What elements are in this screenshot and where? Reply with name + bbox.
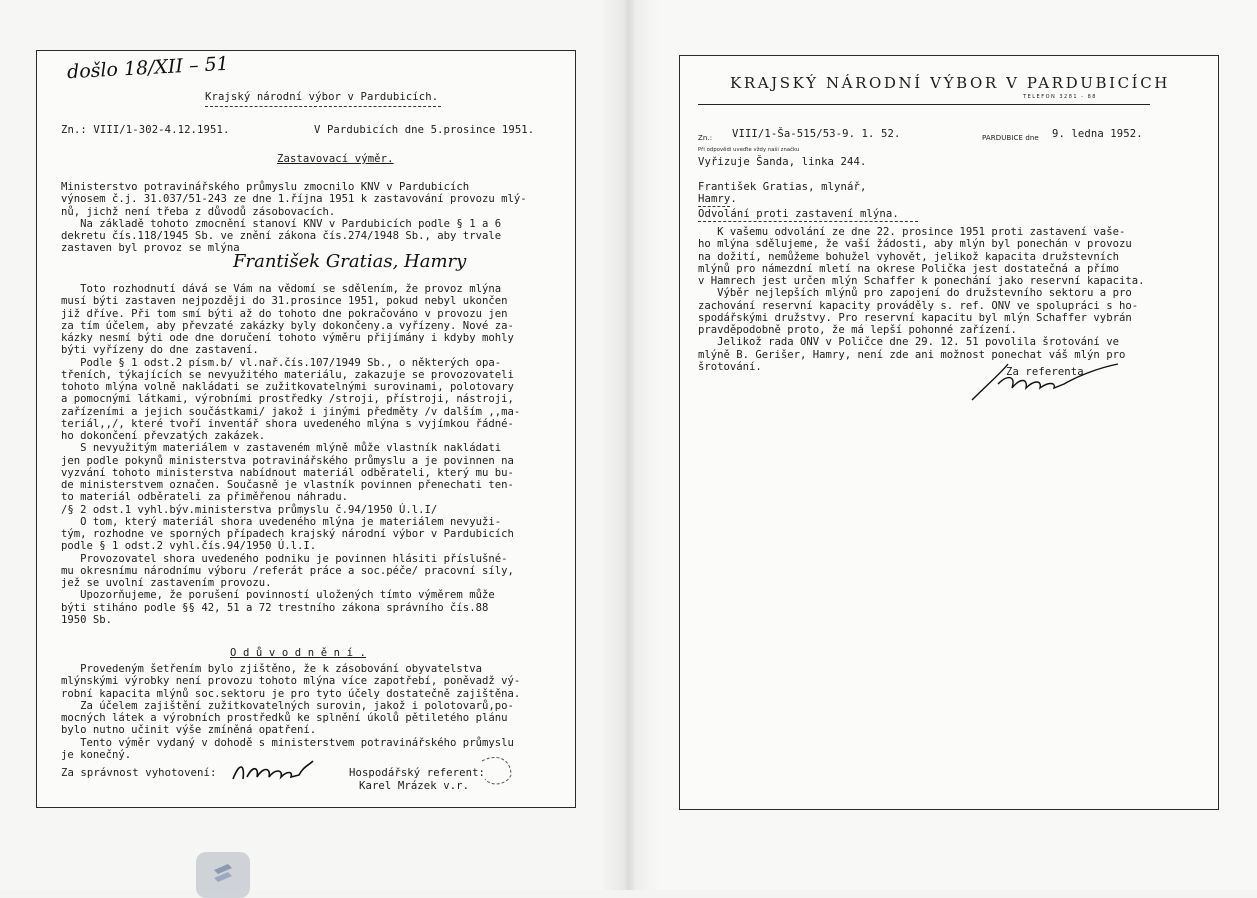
body-line: vyzvání tohoto ministerstva nabídnout materiál odběrateli, který mu bu- xyxy=(61,466,514,479)
body-line: nů, jichž není třeba z důvodů zásobovacích. xyxy=(61,205,336,218)
handled-by: Vyřizuje Šanda, linka 244. xyxy=(698,156,867,168)
authority-heading: Krajský národní výbor v Pardubicích. xyxy=(205,91,439,103)
body-line: tým, rozhodne ve sporných případech krajský národní výbor v Pardubicích xyxy=(61,528,514,540)
body-paragraph-1 xyxy=(61,181,527,255)
body-line: a pomocnými látkami, výrobními prostředky /stroji, přístroji, nástroji, xyxy=(61,393,514,406)
referent-name: Karel Mrázek v.r. xyxy=(359,780,470,792)
body-paragraph-2 xyxy=(61,283,520,626)
handwritten-mill-owner: František Gratias, Hamry xyxy=(233,251,467,272)
stamp-mark xyxy=(477,751,517,791)
body-line: to materiál odběrateli za přiměřenou náhradu. xyxy=(61,491,349,504)
letterhead-telephone: TELEFON 3281 - 88 xyxy=(1023,94,1097,100)
document-title: Zastavovací výměr. xyxy=(277,153,394,165)
body-line: musí býti zastaven nejpozději do 31.prosince 1951, pokud nebyl ukončen xyxy=(61,295,508,308)
body-line: de ministerstvem označen. Současně je vlastník povinnen přenechati ten- xyxy=(61,479,514,491)
addressee-underline xyxy=(698,206,730,207)
floating-app-icon[interactable] xyxy=(196,852,250,898)
body-line: jež se uvolní zastavením provozu. xyxy=(61,577,272,589)
right-document xyxy=(679,55,1219,810)
book-gutter xyxy=(600,0,660,890)
justification-line: Tento výměr vydaný v dohodě s ministerstvem potravinářského průmyslu xyxy=(61,736,514,749)
letter-line: zachování reservní kapacity prováděly s. ref. ONV ve spolupráci s ho- xyxy=(698,299,1139,312)
letter-line: na dožití, nemůžeme bohužel vyhovět, jelikož kapacita družstevních xyxy=(698,250,1119,263)
body-line: ho dokončení převzatých zakázek. xyxy=(61,430,266,442)
letter-line: ho mlýna sdělujeme, že vaší žádosti, aby mlýn byl ponechán v provozu xyxy=(698,238,1132,251)
body-line: S nevyužitým materiálem v zastaveném mlýně může vlastník nakládati xyxy=(61,442,502,455)
letter-line: šrotování. xyxy=(698,360,762,373)
body-line: mu okresnímu národnímu výboru /referát práce a soc.péče/ pracovní síly, xyxy=(61,564,514,577)
body-line: kázky nesmí býti ode dne doručení tohoto výměru přijímány i kdyby mohly xyxy=(61,332,514,344)
reference-number: Zn.: VIII/1-302-4.12.1951. xyxy=(61,124,230,136)
letter-line: spodářskými družstvy. Pro reservní kapacitu byl mlýn Schaffer vybrán xyxy=(698,311,1132,324)
body-line: již dříve. Při tom smí býti až do tohoto dne pokračováno v provozu jen xyxy=(61,307,508,320)
body-line: výnosem č.j. 31.037/51-243 ze dne 1.října 1951 k zastavování provozu mlý- xyxy=(61,193,527,206)
body-line: /§ 2 odst.1 vyhl.býv.ministerstva průmyslu č.94/1950 Ú.l.I/ xyxy=(61,503,438,516)
letterhead-title: KRAJSKÝ NÁRODNÍ VÝBOR V PARDUBICÍCH xyxy=(730,74,1170,92)
justification-line: Provedeným šetřením bylo zjištěno, že k zásobování obyvatelstva xyxy=(61,663,482,675)
body-line: tohoto mlýna volně nakládati se zužitkovatelnými surovinami, polotovary xyxy=(61,381,514,393)
body-paragraph-3 xyxy=(61,663,520,761)
letter-line: K vašemu odvolání ze dne 22. prosince 1951 proti zastavení vaše- xyxy=(698,226,1126,238)
body-line: býti vyřízeny do dne zastavení. xyxy=(61,344,259,357)
letter-line: Jelikož rada ONV v Poličce dne 29. 12. 51 povolila šrotování ve xyxy=(698,336,1119,349)
section-title-justification: O d ů v o d n ě n í . xyxy=(230,647,367,659)
body-line: Ministerstvo potravinářského průmyslu zmocnilo KNV v Pardubicích xyxy=(61,181,470,193)
body-line: Na základě tohoto zmocnění stanoví KNV v Pardubicích podle § 1 a 6 xyxy=(61,217,502,230)
body-line: býti stiháno podle §§ 42, 51 a 72 trestního zákona správního čís.88 xyxy=(61,601,489,614)
handwritten-signature-left xyxy=(229,757,319,787)
letterhead-rule xyxy=(698,104,1150,105)
letter-body xyxy=(698,226,1144,373)
body-line: Upozorňujeme, že porušení povinností uložených tímto výměrem může xyxy=(61,589,495,602)
ref-label: Zn.: xyxy=(698,134,713,142)
body-line: podle § 1 odst.2 vyhl.čís.94/1950 Ú.l.I. xyxy=(61,540,317,553)
place-date: V Pardubicích dne 5.prosince 1951. xyxy=(314,124,535,136)
authority-underline xyxy=(205,106,441,107)
justification-line: robní kapacita mlýnů soc.sektoru je pro tyto účely dostatečně zajištěna. xyxy=(61,687,521,700)
body-line: zastaven byl provoz se mlýna xyxy=(61,242,240,255)
subject-underline xyxy=(698,221,918,222)
letter-line: v Hamrech jest určen mlýn Schaffer k ponechání jako reservní kapacita. xyxy=(698,275,1145,287)
body-line: Podle § 1 odst.2 písm.b/ vl.nař.čís.107/1949 Sb., o některých opa- xyxy=(61,356,502,369)
layers-icon xyxy=(208,860,238,890)
date-right: 9. ledna 1952. xyxy=(1052,128,1143,140)
justification-line: je konečný. xyxy=(61,748,132,761)
body-line: jen podle pokynů ministerstva potravinářského průmyslu a je povinnen na xyxy=(61,454,514,467)
reply-note: Při odpovědi uveďte vždy naši značku xyxy=(698,147,800,153)
body-line: Toto rozhodnutí dává se Vám na vědomí se sdělením, že provoz mlýna xyxy=(61,283,502,295)
body-line: Provozovatel shora uvedeného podniku je povinnen hlásiti příslušné- xyxy=(61,552,508,565)
handwritten-signature-right xyxy=(968,354,1128,404)
letter-line: mlýně B. Gerišer, Hamry, není zde ani možnost ponechat váš mlýn pro xyxy=(698,348,1126,361)
referent-label: Hospodářský referent: xyxy=(349,767,486,779)
subject-line: Odvolání proti zastavení mlýna. xyxy=(698,208,899,220)
letter-line: mlýnů pro námezdní mletí na okrese Polička jest dostatečná a přímo xyxy=(698,262,1119,275)
left-document xyxy=(36,50,576,808)
justification-line: Za účelem zajištění zužitkovatelných surovin, jakož i polotovarů,po- xyxy=(61,699,514,712)
body-line: teriál,,/, které tvoří inventář shora uvedeného mlýna s vyjímkou řádné- xyxy=(61,417,514,430)
body-line: třeních, týkajících se nevyužitého materiálu, zakazuje se provozovateli xyxy=(61,368,514,381)
reference-number-right: VIII/1-Ša-515/53-9. 1. 52. xyxy=(732,128,901,140)
place-label-right: PARDUBICE dne xyxy=(982,134,1039,142)
body-line: 1950 Sb. xyxy=(61,613,113,626)
body-line: zařízeními a jejich součástkami/ jakož i jinými předměty /v dalším ,,ma- xyxy=(61,405,521,418)
justification-line: mocných látek a výrobních prostředků ke splnění úkolů pětiletého plánu xyxy=(61,712,508,724)
signature-label-right: Za referenta xyxy=(1006,366,1084,378)
letter-line: pravděpodobně proto, že má lepší pohonné zařízení. xyxy=(698,324,1017,336)
justification-line: mlýnskými výrobky není provozu tohoto mlýna více zapotřebí, poněvadž vý- xyxy=(61,675,521,688)
addressee-line-2: Hamry. xyxy=(698,193,737,205)
correctness-label: Za správnost vyhotovení: xyxy=(61,767,217,779)
justification-line: bylo nutno učinit výše zmíněná opatření. xyxy=(61,724,317,737)
body-line: za tím účelem, aby převzaté zakázky byly dokončeny.a vyřízeny. Nové za- xyxy=(61,319,514,332)
handwritten-receipt-note: došlo 18/XII – 51 xyxy=(66,52,230,84)
addressee-line-1: František Gratias, mlynář, xyxy=(698,181,867,193)
body-line: O tom, který materiál shora uvedeného mlýna je materiálem nevyuži- xyxy=(61,515,502,528)
letter-line: Výběr nejlepších mlýnů pro zapojení do družstevního sektoru a pro xyxy=(698,287,1132,300)
body-line: dekretu čís.118/1945 Sb. ve znění zákona čís.274/1948 Sb., aby trvale xyxy=(61,230,502,242)
